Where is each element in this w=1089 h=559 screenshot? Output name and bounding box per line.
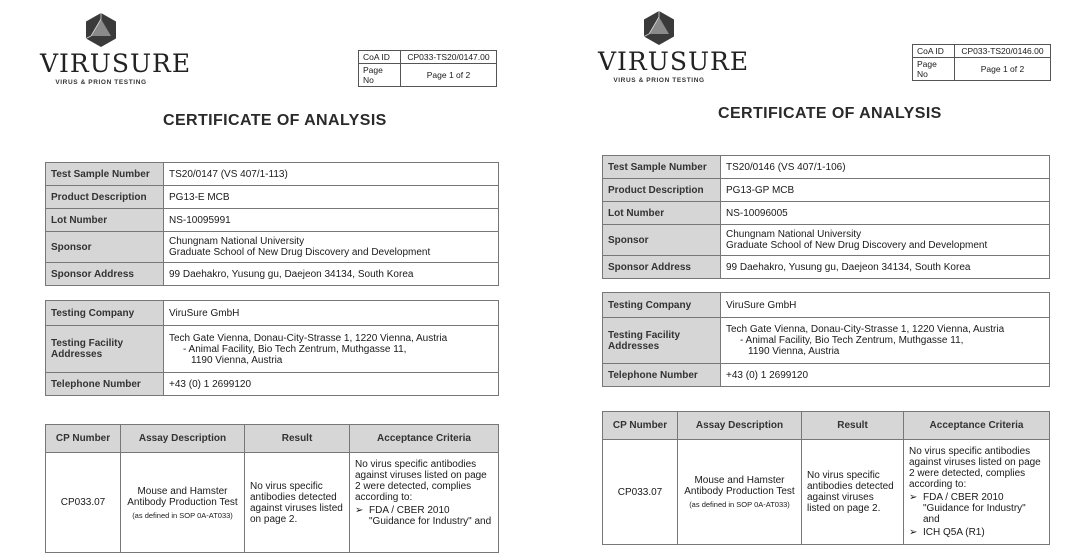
testing-facility-label: Testing Facility Addresses	[603, 318, 721, 364]
assay-name: Mouse and Hamster Antibody Production Test	[127, 485, 238, 508]
facility-address-2: - Animal Facility, Bio Tech Zentrum, Muthgasse 11,	[183, 343, 407, 355]
page-no-value: Page 1 of 2	[955, 58, 1051, 81]
certificate-title: CERTIFICATE OF ANALYSIS	[718, 105, 942, 122]
facility-info-table	[45, 300, 499, 396]
certificate-left	[0, 0, 520, 559]
criteria-text: No virus specific antibodies against viruses listed on page 2 were detected, complies according to:	[355, 459, 487, 503]
result-cell: No virus specific antibodies detected against viruses listed on page 2.	[802, 440, 904, 545]
facility-info-table	[602, 292, 1050, 387]
product-description-value: PG13-E MCB	[164, 186, 499, 209]
testing-company-label: Testing Company	[46, 301, 164, 326]
facility-address-1: Tech Gate Vienna, Donau-City-Strasse 1, 1220 Vienna, Austria	[169, 332, 448, 344]
lot-number-label: Lot Number	[46, 209, 164, 232]
acceptance-criteria-header: Acceptance Criteria	[904, 412, 1050, 440]
bullet-1-continued: "Guidance for Industry" and	[923, 503, 1026, 525]
coa-id-value: CP033-TS20/0147.00	[401, 51, 497, 64]
assay-note: (as defined in SOP 0A-AT033)	[132, 510, 233, 520]
testing-facility-value	[164, 326, 499, 373]
criteria-bullet-1	[909, 492, 1044, 525]
product-description-label: Product Description	[603, 179, 721, 202]
coa-id-box	[358, 50, 497, 87]
facility-address-3: 1190 Vienna, Austria	[748, 346, 840, 357]
sponsor-address-label: Sponsor Address	[46, 263, 164, 286]
sponsor-line-2: Graduate School of New Drug Discovery and Development	[169, 247, 431, 258]
sponsor-address-value: 99 Daehakro, Yusung gu, Daejeon 34134, South Korea	[721, 256, 1050, 279]
certificate-title: CERTIFICATE OF ANALYSIS	[163, 112, 387, 129]
facility-address-1: Tech Gate Vienna, Donau-City-Strasse 1, 1220 Vienna, Austria	[726, 324, 1005, 335]
virusure-logo	[40, 12, 190, 90]
arrow-bullet-icon: ➢	[355, 505, 364, 516]
assay-note: (as defined in SOP 0A-AT033)	[689, 500, 790, 509]
coa-id-value: CP033-TS20/0146.00	[955, 45, 1051, 58]
product-description-label: Product Description	[46, 186, 164, 209]
cp-number-cell: CP033.07	[46, 453, 121, 553]
sponsor-line-1: Chungnam National University	[169, 236, 305, 247]
result-header: Result	[802, 412, 904, 440]
logo-tagline: VIRUS & PRION TESTING	[613, 77, 705, 84]
icosahedron-logo-icon	[83, 12, 119, 48]
sponsor-value	[721, 225, 1050, 256]
lot-number-value: NS-10095991	[164, 209, 499, 232]
coa-id-label: CoA ID	[913, 45, 955, 58]
test-sample-number-label: Test Sample Number	[46, 163, 164, 186]
product-description-value: PG13-GP MCB	[721, 179, 1050, 202]
page-no-value: Page 1 of 2	[401, 64, 497, 87]
sponsor-address-label: Sponsor Address	[603, 256, 721, 279]
virusure-logo	[598, 10, 748, 88]
logo-brand: VIRUSURE	[598, 47, 750, 76]
criteria-bullet-1	[355, 505, 493, 527]
cp-number-cell: CP033.07	[603, 440, 678, 545]
acceptance-criteria-header: Acceptance Criteria	[350, 425, 499, 453]
bullet-1-text: FDA / CBER 2010	[923, 492, 1004, 503]
sponsor-value	[164, 232, 499, 263]
result-cell: No virus specific antibodies detected against viruses listed on page 2.	[245, 453, 350, 553]
lot-number-value: NS-10096005	[721, 202, 1050, 225]
coa-id-label: CoA ID	[359, 51, 401, 64]
bullet-2-text: ICH Q5A (R1)	[923, 527, 985, 538]
sample-info-table	[602, 155, 1050, 279]
testing-facility-label: Testing Facility Addresses	[46, 326, 164, 373]
assay-name: Mouse and Hamster Antibody Production Test	[684, 475, 795, 497]
assay-description-cell	[678, 440, 802, 545]
assay-description-header: Assay Description	[678, 412, 802, 440]
criteria-bullet-2	[909, 527, 1044, 538]
telephone-label: Telephone Number	[603, 364, 721, 387]
coa-id-box	[912, 44, 1051, 81]
sponsor-line-1: Chungnam National University	[726, 229, 862, 240]
lot-number-label: Lot Number	[603, 202, 721, 225]
icosahedron-logo-icon	[641, 10, 677, 46]
testing-company-label: Testing Company	[603, 293, 721, 318]
sponsor-line-2: Graduate School of New Drug Discovery and Development	[726, 240, 988, 251]
cp-assay-table	[602, 411, 1050, 545]
certificate-right	[555, 0, 1089, 559]
telephone-label: Telephone Number	[46, 373, 164, 396]
cp-number-header: CP Number	[603, 412, 678, 440]
arrow-bullet-icon: ➢	[909, 527, 918, 538]
sponsor-address-value: 99 Daehakro, Yusung gu, Daejeon 34134, South Korea	[164, 263, 499, 286]
logo-brand: VIRUSURE	[40, 49, 192, 78]
result-header: Result	[245, 425, 350, 453]
page-no-label: Page No	[359, 64, 401, 87]
acceptance-criteria-cell	[350, 453, 499, 553]
facility-address-3: 1190 Vienna, Austria	[191, 354, 283, 366]
logo-tagline: VIRUS & PRION TESTING	[55, 79, 147, 86]
sponsor-label: Sponsor	[603, 225, 721, 256]
test-sample-number-label: Test Sample Number	[603, 156, 721, 179]
telephone-value: +43 (0) 1 2699120	[721, 364, 1050, 387]
acceptance-criteria-cell	[904, 440, 1050, 545]
assay-description-header: Assay Description	[121, 425, 245, 453]
test-sample-number-value: TS20/0147 (VS 407/1-113)	[164, 163, 499, 186]
arrow-bullet-icon: ➢	[909, 492, 918, 503]
sample-info-table	[45, 162, 499, 286]
assay-description-cell	[121, 453, 245, 553]
testing-facility-value	[721, 318, 1050, 364]
testing-company-value: ViruSure GmbH	[721, 293, 1050, 318]
page-no-label: Page No	[913, 58, 955, 81]
telephone-value: +43 (0) 1 2699120	[164, 373, 499, 396]
bullet-1-text: FDA / CBER 2010	[369, 505, 450, 516]
bullet-1-continued: "Guidance for Industry" and	[369, 516, 492, 527]
testing-company-value: ViruSure GmbH	[164, 301, 499, 326]
criteria-text: No virus specific antibodies against viruses listed on page 2 were detected, complies according to:	[909, 446, 1041, 490]
test-sample-number-value: TS20/0146 (VS 407/1-106)	[721, 156, 1050, 179]
facility-address-2: - Animal Facility, Bio Tech Zentrum, Muthgasse 11,	[740, 335, 964, 346]
cp-number-header: CP Number	[46, 425, 121, 453]
sponsor-label: Sponsor	[46, 232, 164, 263]
cp-assay-table	[45, 424, 499, 553]
